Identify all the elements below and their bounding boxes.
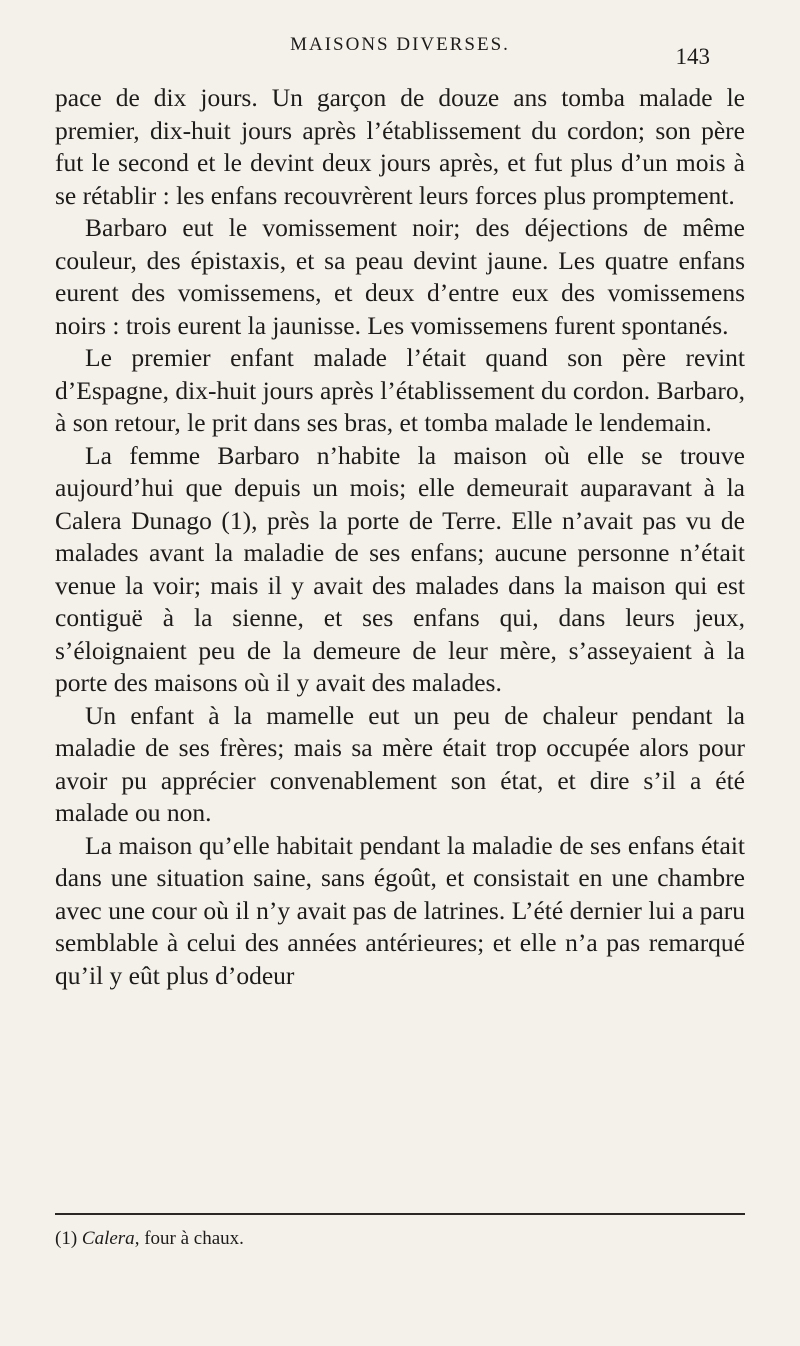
body-text [55,82,745,992]
paragraph-first-child: Le premier enfant malade l’était quand son père revint d’Espagne, dix-huit jours après l’établissement du cordon. Barbaro, à son retour, le prit dans ses bras, et tomba malade le lendemain. [55,343,745,437]
footnote-divider [55,1213,745,1215]
paragraph-barbaro-wife: La femme Barbaro n’habite la maison où elle se trouve aujourd’hui que depuis un mois; elle demeurait auparavant à la Calera Dunago (1), près la porte de Terre. Elle n’avait pas vu de malades avant la maladie de ses enfans; aucune personne n’était venue la voir; mais il y avait des malades dans la maison qui est contiguë à la sienne, et ses enfans qui, dans leurs jeux, s’éloignaient peu de la demeure de leur mère, s’asseyaient à la porte des maisons où il y avait des malades. [55,440,745,697]
paragraph-infant: Un enfant à la mamelle eut un peu de chaleur pendant la maladie de ses frères; mais sa mère était trop occupée alors pour avoir pu apprécier convenablement son état, et dire s’il a été malade ou non. [55,700,745,827]
running-title: MAISONS DIVERSES. [290,34,510,55]
page-number: 143 [675,44,710,69]
footnote-definition: , four à chaux. [134,1228,244,1249]
footnote-term: Calera [81,1228,135,1249]
paragraph-continuation: pace de dix jours. Un garçon de douze ans tomba malade le premier, dix-huit jours après l’établissement du cordon; son père fut le second et le devint deux jours après, et fut plus d’un mois à se rétablir : les enfans recouvrèrent leurs forces plus promptement. [55,83,745,210]
page-header [0,28,800,68]
footnote [55,1228,745,1250]
footnote-marker: (1) [55,1228,78,1249]
paragraph-house: La maison qu’elle habitait pendant la maladie de ses enfans était dans une situation saine, sans égoût, et consistait en une chambre avec une cour où il n’y avait pas de latrines. L’été dernier lui a paru semblable à celui des années antérieures; et elle n’a pas remarqué qu’il y eût plus d’odeur [55,830,745,990]
paragraph-barbaro-symptoms: Barbaro eut le vomissement noir; des déjections de même couleur, des épistaxis, et sa peau devint jaune. Les quatre enfans eurent des vomissemens, et deux d’entre eux des vomissemens noirs : trois eurent la jaunisse. Les vomissemens furent spontanés. [55,213,745,340]
